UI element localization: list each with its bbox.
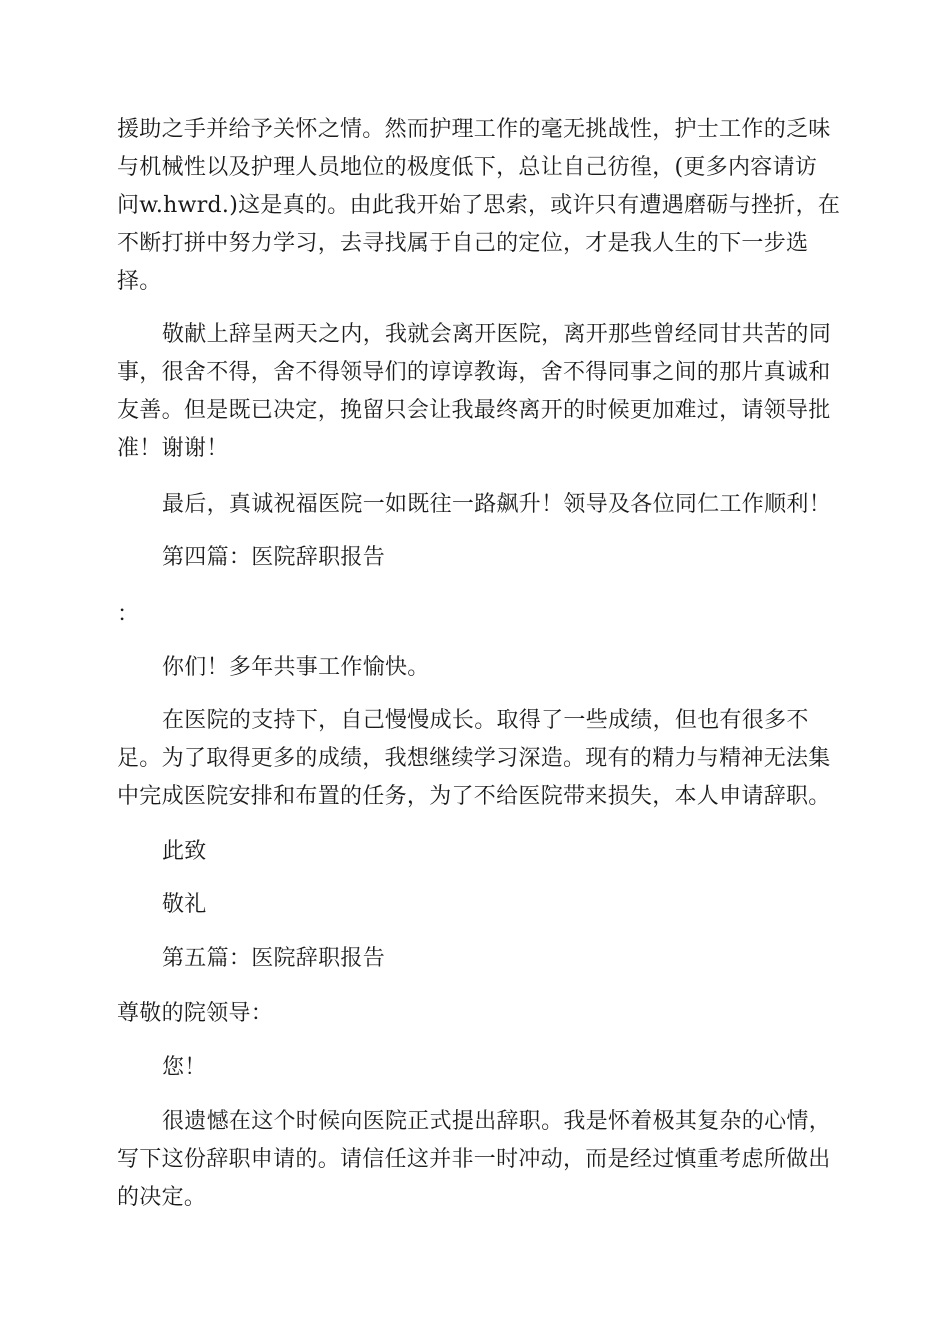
paragraph-line: 事，很舍不得，舍不得领导们的谆谆教诲，舍不得同事之间的那片真诚和 [117,360,831,385]
paragraph-line: 足。为了取得更多的成绩，我想继续学习深造。现有的精力与精神无法集 [117,746,831,771]
paragraph-line: 问w.hwrd.)这是真的。由此我开始了思索，或许只有遭遇磨砺与挫折，在 [117,193,841,218]
paragraph-line: 写下这份辞职申请的。请信任这并非一时冲动，而是经过慎重考虑所做出 [117,1147,831,1172]
salutation-line: ： [117,602,140,627]
paragraph-line: 援助之手并给予关怀之情。然而护理工作的毫无挑战性，护士工作的乏味 [117,117,831,142]
section-heading: 第四篇：医院辞职报告 [162,545,386,570]
greeting-line: 你们！多年共事工作愉快。 [162,655,430,680]
paragraph-line: 择。 [117,269,162,294]
greeting-line: 您！ [162,1055,207,1080]
section-heading: 第五篇：医院辞职报告 [162,946,386,971]
paragraph-line: 与机械性以及护理人员地位的极度低下，总让自己彷徨，(更多内容请访 [117,155,818,180]
salutation-line: 尊敬的院领导： [117,1001,274,1026]
closing-line: 敬礼 [162,892,207,917]
closing-line: 此致 [162,839,207,864]
paragraph-line: 中完成医院安排和布置的任务，为了不给医院带来损失，本人申请辞职。 [117,784,831,809]
paragraph-line: 敬献上辞呈两天之内，我就会离开医院，离开那些曾经同甘共苦的同 [162,322,832,347]
paragraph-line: 的决定。 [117,1185,207,1210]
paragraph-line: 在医院的支持下，自己慢慢成长。取得了一些成绩，但也有很多不 [162,708,809,733]
paragraph-line: 不断打拼中努力学习，去寻找属于自己的定位，才是我人生的下一步选 [117,231,809,256]
paragraph-line: 最后，真诚祝福医院一如既往一路飙升！领导及各位同仁工作顺利！ [162,492,832,517]
paragraph-line: 准！谢谢！ [117,436,229,461]
paragraph-line: 很遗憾在这个时候向医院正式提出辞职。我是怀着极其复杂的心情， [162,1109,832,1134]
paragraph-line: 友善。但是既已决定，挽留只会让我最终离开的时候更加难过，请领导批 [117,398,831,423]
